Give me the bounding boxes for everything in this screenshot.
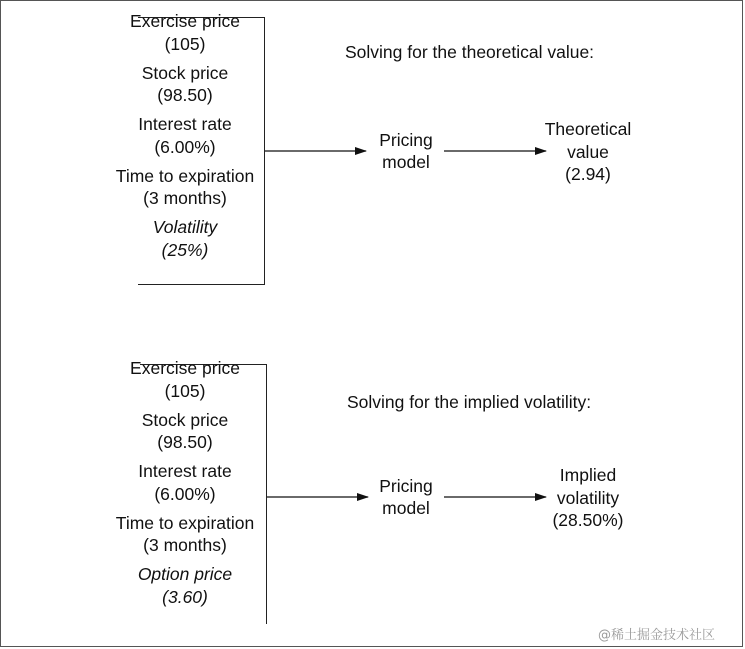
input-label: Exercise price bbox=[130, 358, 240, 378]
input-value: (6.00%) bbox=[154, 136, 216, 157]
input-label: Interest rate bbox=[138, 114, 232, 134]
input-value: (3 months) bbox=[143, 535, 227, 555]
output-line: value bbox=[567, 141, 609, 162]
output-line: Implied bbox=[559, 465, 617, 485]
model-line: Pricing bbox=[379, 130, 433, 150]
input-label: Interest rate bbox=[138, 461, 232, 481]
panel-caption: Solving for the implied volatility: bbox=[347, 392, 592, 412]
output-line: (28.50%) bbox=[552, 510, 624, 530]
model-line: Pricing bbox=[379, 476, 433, 496]
input-value: (98.50) bbox=[157, 432, 213, 452]
watermark: @稀土掘金技术社区 bbox=[598, 628, 716, 643]
output-line: Theoretical bbox=[544, 119, 632, 139]
input-label: Option price bbox=[137, 564, 233, 584]
input-label: Time to expiration bbox=[115, 165, 255, 186]
input-label: Stock price bbox=[141, 409, 229, 430]
input-value: (3.60) bbox=[162, 586, 208, 607]
input-value: (3 months) bbox=[143, 188, 227, 208]
input-label: Stock price bbox=[141, 62, 229, 83]
input-value: (25%) bbox=[161, 239, 209, 260]
input-value: (6.00%) bbox=[154, 483, 216, 504]
input-value: (105) bbox=[164, 380, 206, 401]
output-line: volatility bbox=[556, 487, 620, 508]
input-label: Time to expiration bbox=[115, 512, 255, 533]
input-label: Volatility bbox=[152, 217, 218, 237]
input-value: (105) bbox=[164, 33, 206, 54]
panel-caption: Solving for the theoretical value: bbox=[345, 42, 595, 62]
model-line: model bbox=[382, 152, 430, 172]
input-label: Exercise price bbox=[130, 11, 240, 31]
model-line: model bbox=[382, 498, 430, 518]
output-line: (2.94) bbox=[565, 164, 611, 184]
input-value: (98.50) bbox=[157, 85, 213, 105]
